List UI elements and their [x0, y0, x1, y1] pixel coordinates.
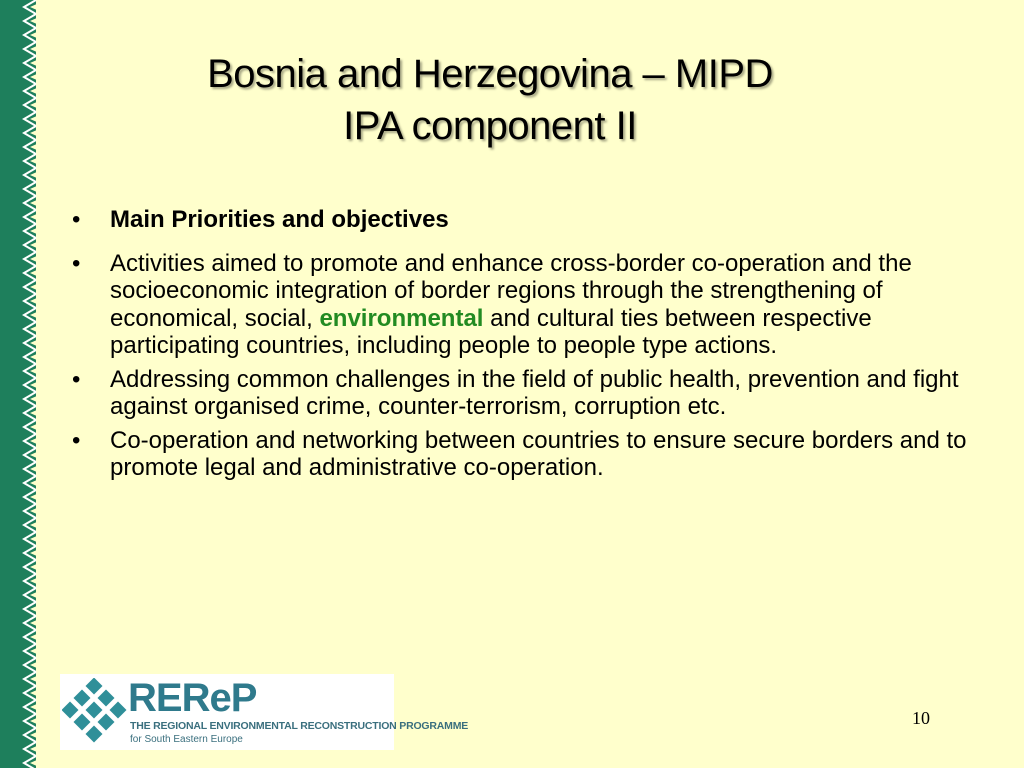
- bullet-1-text-before: Activities aimed to promote and enhance cross-border co-operation and the socioeconomic integration of border regions through the strengthening of economical, social,: [110, 249, 912, 332]
- bullet-heading: [72, 206, 982, 234]
- bullet-item-2: [72, 366, 982, 421]
- logo-name: REReP: [128, 676, 257, 720]
- bullet-marker: •: [72, 249, 81, 277]
- bullet-1-text-after: and cultural ties between respective participating countries, including people to people type actions.: [110, 304, 872, 359]
- bullet-list: [72, 206, 982, 488]
- bullet-3-text: Co-operation and networking between countries to ensure secure borders and to promote legal and administrative co-operation.: [110, 426, 967, 481]
- page-number: 10: [912, 708, 930, 728]
- logo-diamond-mark-icon: [62, 678, 128, 744]
- bullet-2-text: Addressing common challenges in the field of public health, prevention and fight against organised crime, counter-terrorism, corruption etc.: [110, 365, 959, 420]
- bullet-marker: •: [72, 206, 81, 233]
- left-zigzag-stripe: [0, 0, 46, 768]
- bullet-item-3: [72, 427, 982, 482]
- bullet-marker: •: [72, 365, 81, 393]
- logo-subtitle-2: for South Eastern Europe: [130, 734, 243, 745]
- logo-subtitle: THE REGIONAL ENVIRONMENTAL RECONSTRUCTION PROGRAMME: [130, 720, 469, 732]
- slide-title: [60, 48, 920, 152]
- title-line-1: Bosnia and Herzegovina – MIPD: [207, 52, 773, 96]
- bullet-item-1: [72, 250, 982, 360]
- bullet-heading-text: Main Priorities and objectives: [110, 206, 449, 233]
- rerep-logo: [60, 674, 469, 750]
- bullet-marker: •: [72, 426, 81, 454]
- title-line-2: IPA component II: [343, 104, 637, 148]
- highlight-environmental: environmental: [319, 304, 484, 332]
